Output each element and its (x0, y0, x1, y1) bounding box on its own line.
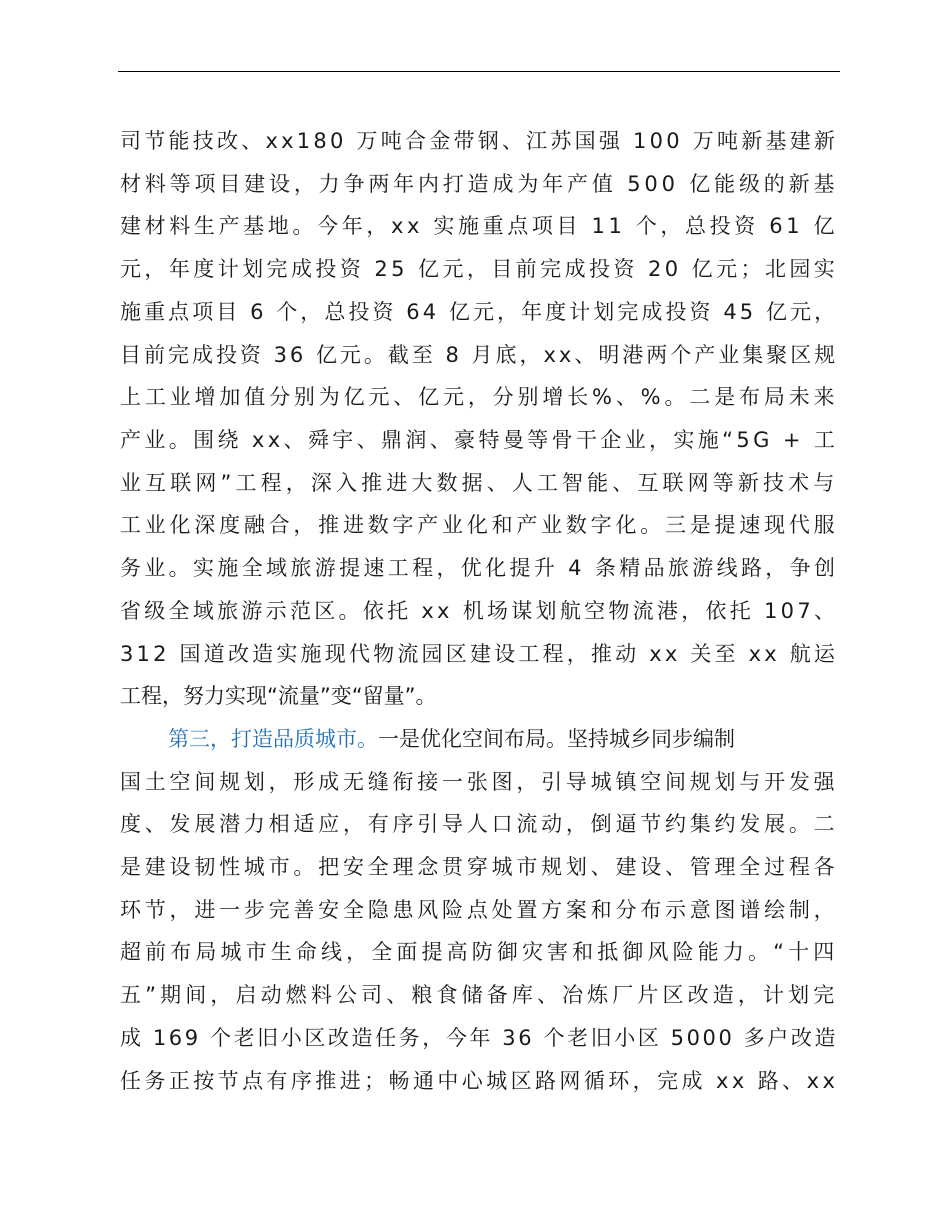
paragraph-line: 超前布局城市生命线，全面提高防御灾害和抵御风险能力。“十四 (120, 940, 839, 964)
paragraph-line: 成 169 个老旧小区改造任务，今年 36 个老旧小区 5000 多户改造 (120, 1026, 839, 1050)
paragraph-line: 环节，进一步完善安全隐患风险点处置方案和分布示意图谱绘制， (120, 898, 839, 922)
paragraph-line: 务业。实施全域旅游提速工程，优化提升 4 条精品旅游线路，争创 (120, 556, 839, 580)
paragraph-line: 度、发展潜力相适应，有序引导人口流动，倒逼节约集约发展。二 (120, 812, 839, 836)
paragraph-line: 国土空间规划，形成无缝衔接一张图，引导城镇空间规划与开发强 (120, 770, 839, 794)
section-first-line (168, 719, 840, 759)
paragraph-line: 312 国道改造实施现代物流园区建设工程，推动 xx 关至 xx 航运 (120, 642, 839, 666)
paragraph-line: 任务正按节点有序推进；畅通中心城区路网循环，完成 xx 路、xx (120, 1069, 839, 1093)
paragraph-line: 施重点项目 6 个，总投资 64 亿元，年度计划完成投资 45 亿元， (120, 300, 839, 324)
paragraph-line: 产业。围绕 xx、舜宇、鼎润、豪特曼等骨干企业，实施“5G + 工 (120, 428, 839, 452)
paragraph-line: 工程，努力实现“流量”变“留量”。 (120, 684, 437, 708)
paragraph-line: 上工业增加值分别为亿元、亿元，分别增长%、%。二是布局未来 (120, 385, 839, 409)
section-heading: 第三，打造品质城市。 (168, 727, 378, 751)
paragraph-line: 元，年度计划完成投资 25 亿元，目前完成投资 20 亿元；北园实 (120, 257, 839, 281)
paragraph-line: 司节能技改、xx180 万吨合金带钢、江苏国强 100 万吨新基建新 (120, 129, 839, 153)
paragraph-line: 省级全域旅游示范区。依托 xx 机场谋划航空物流港，依托 107、 (120, 599, 839, 623)
paragraph-line: 目前完成投资 36 亿元。截至 8 月底，xx、明港两个产业集聚区规 (120, 343, 839, 367)
section-first-line-text: 一是优化空间布局。坚持城乡同步编制 (378, 727, 735, 751)
paragraph-line: 业互联网”工程，深入推进大数据、人工智能、互联网等新技术与 (120, 471, 839, 495)
paragraph-line: 工业化深度融合，推进数字产业化和产业数字化。三是提速现代服 (120, 513, 839, 537)
paragraph-line: 五”期间，启动燃料公司、粮食储备库、冶炼厂片区改造，计划完 (120, 983, 839, 1007)
paragraph-line: 建材料生产基地。今年，xx 实施重点项目 11 个，总投资 61 亿 (120, 214, 839, 238)
paragraph-line: 是建设韧性城市。把安全理念贯穿城市规划、建设、管理全过程各 (120, 855, 839, 879)
paragraph-line: 材料等项目建设，力争两年内打造成为年产值 500 亿能级的新基 (120, 172, 839, 196)
